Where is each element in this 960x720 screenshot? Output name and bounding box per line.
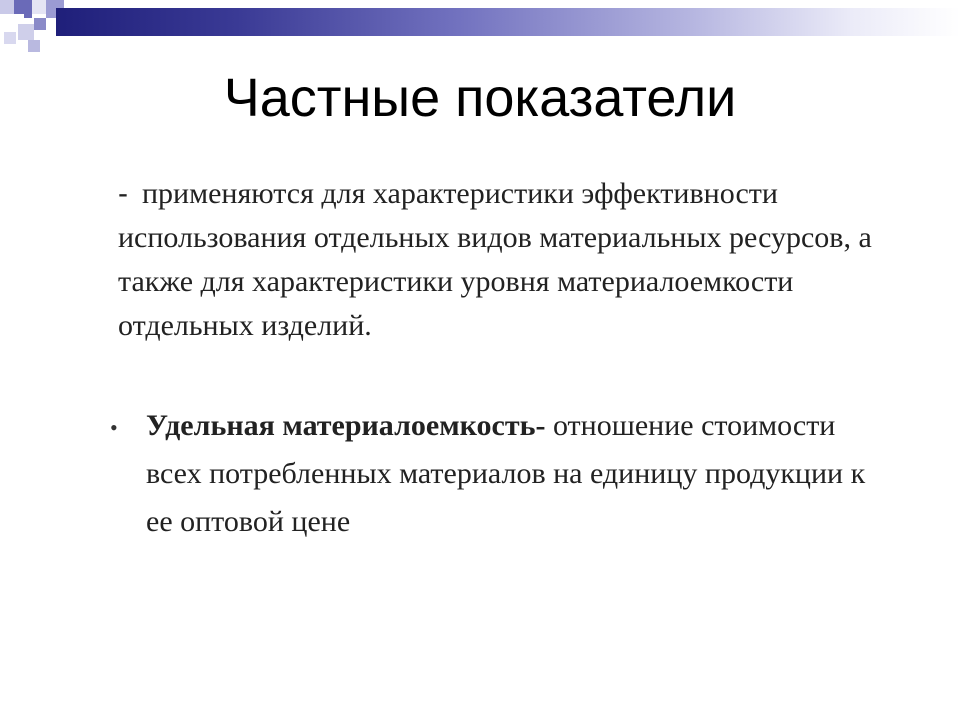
bullet-item: [110, 402, 890, 546]
header-gradient-bar: [56, 8, 960, 36]
definition-text: применяются для характеристики эффективности использования отдельных видов материальных ресурсов, а также для характеристики уровня материалоемкости отдельных изделий.: [118, 177, 872, 342]
deco-square: [18, 24, 34, 40]
bullet-text: [146, 402, 890, 546]
slide-title: Частные показатели: [223, 68, 737, 128]
definition-paragraph: [118, 172, 908, 348]
deco-square: [28, 40, 40, 52]
bullet-term: Удельная материалоемкость-: [146, 409, 546, 442]
bullet-marker: •: [110, 415, 118, 440]
bullet-description: отношение стоимости всех потребленных материалов на единицу продукции к ее оптовой цене: [146, 409, 866, 538]
deco-square: [34, 18, 46, 30]
deco-square: [4, 32, 16, 44]
definition-dash: -: [118, 177, 128, 210]
deco-square: [0, 0, 14, 14]
deco-square: [32, 0, 46, 14]
